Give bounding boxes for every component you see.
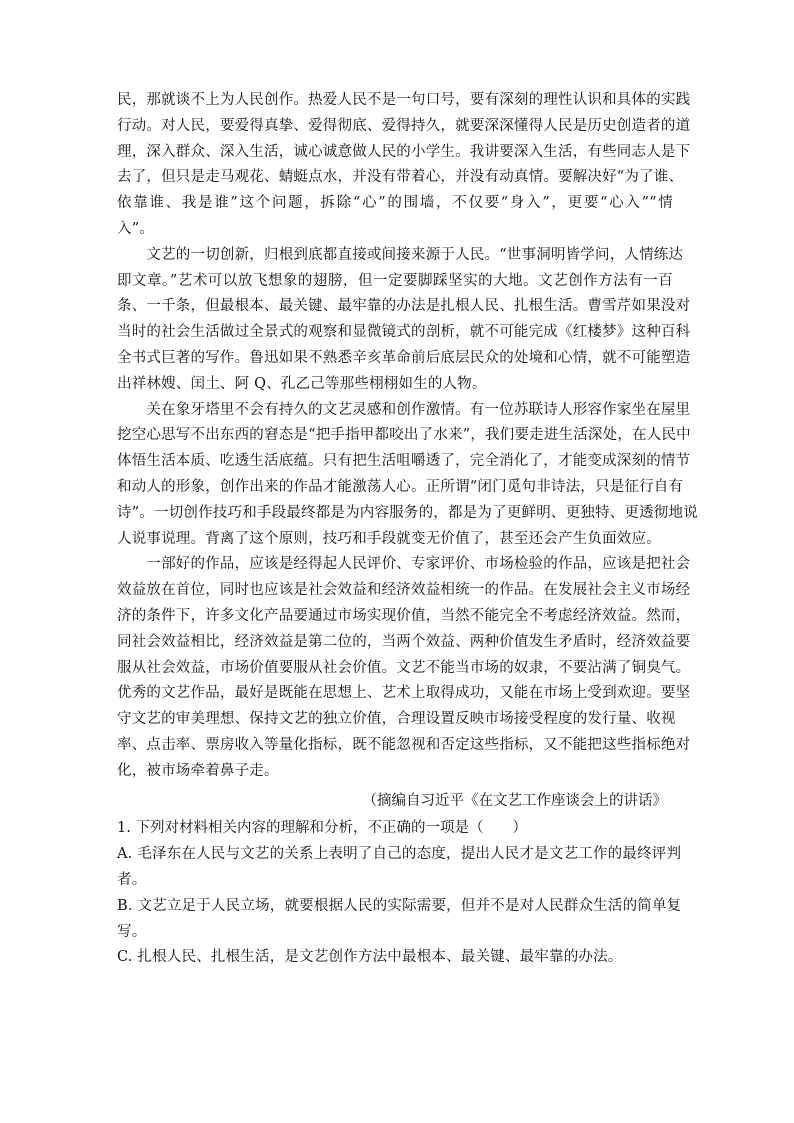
passage-line: 民，那就谈不上为人民创作。热爱人民不是一句口号，要有深刻的理性认识和具体的实践: [117, 92, 691, 108]
answer-option-c[interactable]: [117, 945, 673, 971]
question-options: [117, 842, 682, 971]
passage-line: 一部好的作品，应该是经得起人民评价、专家评价、市场检验的作品，应该是把社会: [117, 556, 691, 573]
option-line: C. 扎根人民、扎根生活，是文艺创作方法中最根本、最关键、最牢靠的办法。: [117, 949, 623, 966]
passage-line: 全书式巨著的写作。鲁迅如果不熟悉辛亥革命前后底层民众的处境和心情，就不可能塑造: [117, 349, 691, 366]
passage-line: 体悟生活本质、吃透生活底蕴。只有把生活咀嚼透了，完全消化了，才能变成深刻的情节: [117, 453, 691, 470]
passage-line: 文艺的一切创新，归根到底都直接或间接来源于人民。“世事洞明皆学问，人情练达: [117, 246, 684, 263]
passage-line: 去了，但只是走马观花、蜻蜓点水，并没有带着心，并没有动真情。要解决好“为了谁、: [117, 169, 684, 186]
source-citation: （摘编自习近平《在文艺工作座谈会上的讲话》: [362, 792, 667, 809]
passage-line: 服从社会效益，市场价值要服从社会价值。文艺不能当市场的奴隶，不要沾满了铜臭气。: [117, 659, 691, 676]
passage-line: 化，被市场牵着鼻子走。: [117, 762, 279, 779]
passage-line: 条、一千条，但最根本、最关键、最牢靠的办法是扎根人民、扎根生活。曹雪芹如果没对: [117, 298, 691, 315]
passage-line: 同社会效益相比，经济效益是第二位的，当两个效益、两种价值发生矛盾时，经济效益要: [117, 633, 691, 650]
passage-line: 诗”。一切创作技巧和手段最终都是为内容服务的，都是为了更鲜明、更独特、更透彻地说: [117, 504, 698, 521]
passage-line: 和动人的形象，创作出来的作品才能激荡人心。正所谓“闭门觅句非诗法，只是征行自有: [117, 478, 684, 495]
passage-line: 率、点击率、票房收入等量化指标，既不能忽视和否定这些指标，又不能把这些指标绝对: [117, 736, 691, 753]
passage-line: 守文艺的审美理想、保持文艺的独立价值，合理设置反映市场接受程度的发行量、收视: [117, 711, 676, 728]
option-line: B. 文艺立足于人民立场，就要根据人民的实际需要，但并不是对人民群众生活的简单复: [117, 897, 682, 914]
passage-line: 当时的社会生活做过全景式的观察和显微镜式的剖析，就不可能完成《红楼梦》这种百科: [117, 324, 691, 341]
passage-line: 关在象牙塔里不会有持久的文艺灵感和创作激情。有一位苏联诗人形容作家坐在屋里: [117, 401, 691, 418]
passage-line: 效益放在首位，同时也应该是社会效益和经济效益相统一的作品。在发展社会主义市场经: [117, 582, 691, 599]
question-title: 1. 下列对材料相关内容的理解和分析，不正确的一项是（ ）: [117, 820, 527, 837]
passage-line: 济的条件下，许多文化产品要通过市场实现价值，当然不能完全不考虑经济效益。然而，: [117, 607, 691, 624]
passage-line: 人说事说理。背离了这个原则，技巧和手段就变无价值了，甚至还会产生负面效应。: [117, 530, 661, 547]
answer-option-b[interactable]: [117, 894, 682, 946]
passage-line: 出祥林嫂、闰土、阿 Q、孔乙己等那些栩栩如生的人物。: [117, 375, 487, 392]
passage-line: 依靠谁、我是谁”这个问题，拆除“心”的围墙，不仅要“身入”，更要“心入”“情: [117, 195, 673, 212]
passage-line: 挖空心思写不出东西的窘态是“把手指甲都咬出了水来”，我们要走进生活深处，在人民中: [117, 427, 691, 444]
passage: [117, 88, 698, 785]
document-page: [117, 88, 698, 971]
option-line: 写。: [117, 923, 147, 940]
option-line: A. 毛泽东在人民与文艺的关系上表明了自己的态度，提出人民才是文艺工作的最终评判: [117, 846, 682, 863]
answer-option-a[interactable]: [117, 842, 682, 894]
option-line: 者。: [117, 871, 147, 888]
passage-line: 优秀的文艺作品，最好是既能在思想上、艺术上取得成功，又能在市场上受到欢迎。要坚: [117, 685, 691, 702]
passage-line: 行动。对人民，要爱得真挚、爱得彻底、爱得持久，就要深深懂得人民是历史创造者的道: [117, 117, 691, 134]
passage-line: 即文章。”艺术可以放飞想象的翅膀，但一定要脚踩坚实的大地。文艺创作方法有一百: [117, 272, 673, 289]
passage-line: 入”。: [117, 220, 155, 237]
passage-line: 理，深入群众、深入生活，诚心诚意做人民的小学生。我讲要深入生活，有些同志人是下: [117, 143, 691, 160]
